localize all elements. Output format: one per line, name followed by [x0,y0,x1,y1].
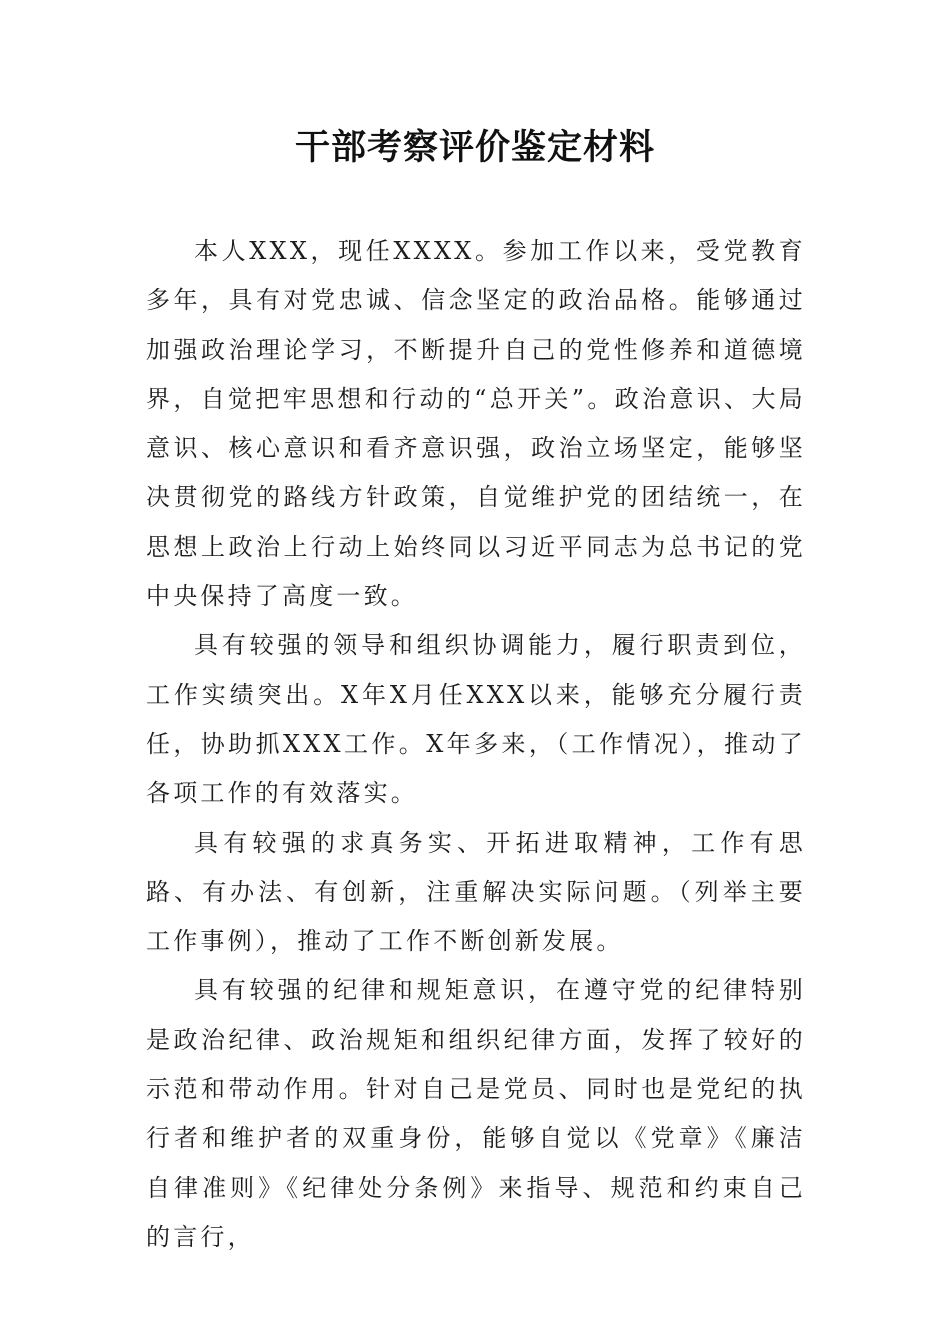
document-body [146,227,806,1262]
document-title: 干部考察评价鉴定材料 [294,127,655,168]
paragraph-pragmatism: 具有较强的求真务实、开拓进取精神，工作有思路、有办法、有创新，注重解决实际问题。（列举主要工作事例），推动了工作不断创新发展。 [146,828,806,956]
paragraph-political-quality: 本人XXX，现任XXXX。参加工作以来，受党教育多年，具有对党忠诚、信念坚定的政治品格。能够通过加强政治理论学习，不断提升自己的党性修养和道德境界，自觉把牢思想和行动的“总开关”。政治意识、大局意识、核心意识和看齐意识强，政治立场坚定，能够坚决贯彻党的路线方针政策，自觉维护党的团结统一，在思想上政治上行动上始终同以习近平同志为总书记的党中央保持了高度一致。 [146,237,806,611]
paragraph-discipline: 具有较强的纪律和规矩意识，在遵守党的纪律特别是政治纪律、政治规矩和组织纪律方面，发挥了较好的示范和带动作用。针对自己是党员、同时也是党纪的执行者和维护者的双重身份，能够自觉以《党章》《廉洁自律准则》《纪律处分条例》来指导、规范和约束自己的言行， [146,976,806,1251]
paragraph-leadership: 具有较强的领导和组织协调能力，履行职责到位，工作实绩突出。X年X月任XXX以来，能够充分履行责任，协助抓XXX工作。X年多来，（工作情况），推动了各项工作的有效落实。 [146,631,806,808]
